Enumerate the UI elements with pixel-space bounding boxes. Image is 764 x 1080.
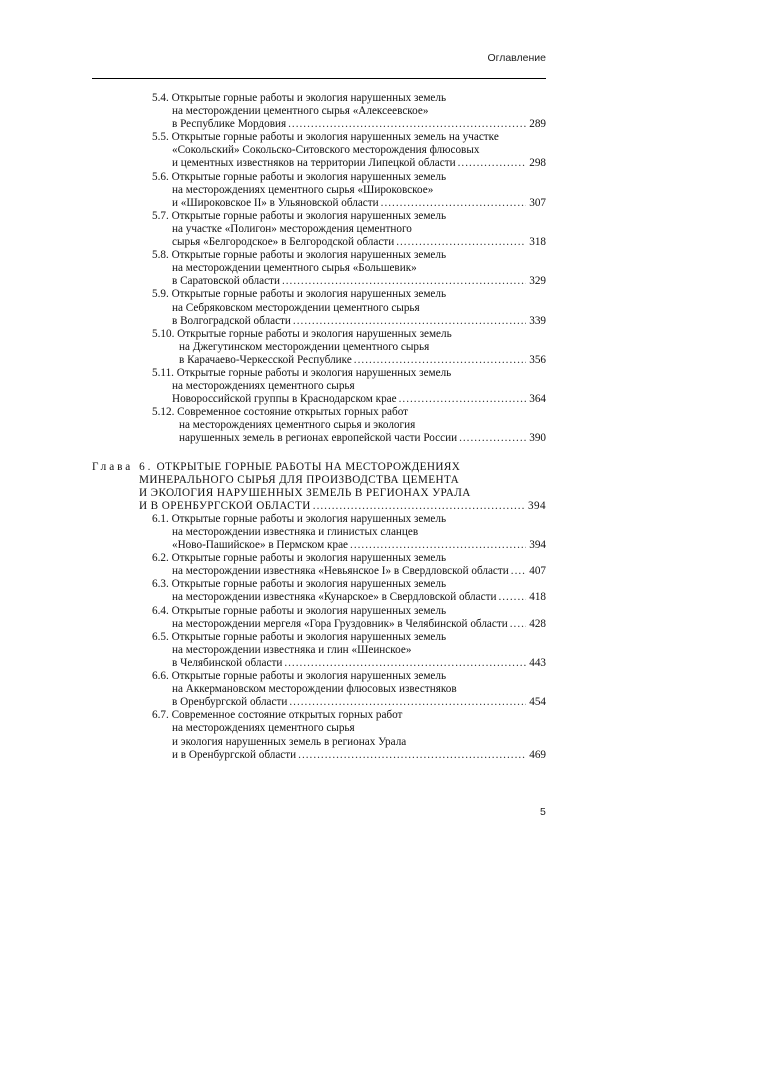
toc-entry-number: 5.10. xyxy=(152,327,175,340)
toc-entry-title: и экология нарушенных земель в регионах Урала xyxy=(172,735,407,748)
chapter-title: И ЭКОЛОГИЯ НАРУШЕННЫХ ЗЕМЕЛЬ В РЕГИОНАХ УРАЛА xyxy=(139,486,471,499)
toc-page-number: 318 xyxy=(529,236,546,249)
toc-entry-line xyxy=(92,171,546,184)
toc-page-number: 289 xyxy=(529,118,546,131)
toc-entry-title: Современное состояние открытых горных работ xyxy=(171,709,403,722)
dot-leader xyxy=(381,197,526,210)
toc-entry-number: 6.5. xyxy=(152,630,169,643)
toc-entry-line xyxy=(92,605,546,618)
toc-entry-title: «Ново-Пашийское» в Пермском крае xyxy=(172,539,349,552)
toc-page-number: 443 xyxy=(529,656,546,669)
chapter-line xyxy=(92,500,546,513)
dot-leader xyxy=(289,696,526,709)
toc-entry-line xyxy=(92,354,546,367)
chapter-line xyxy=(92,461,546,474)
toc-entry-number: 5.6. xyxy=(152,170,169,183)
toc-entry-line xyxy=(92,526,546,539)
toc-entry-line xyxy=(92,315,546,328)
toc-entry[interactable] xyxy=(92,328,546,367)
toc-entry-line xyxy=(92,184,546,197)
toc-entry-title: в Саратовской области xyxy=(172,275,280,288)
toc-entry-title: и «Широковское II» в Ульяновской области xyxy=(172,196,379,209)
toc-entry-line xyxy=(92,105,546,118)
dot-leader xyxy=(396,236,526,249)
toc-entry-title: Открытые горные работы и экология нарушенных земель xyxy=(171,552,447,565)
toc-entry-title: и в Оренбургской области xyxy=(172,748,297,761)
dot-leader xyxy=(511,565,526,578)
toc-entry-title: в Оренбургской области xyxy=(172,696,288,709)
toc-entry-line xyxy=(92,210,546,223)
toc-entry-title: Открытые горные работы и экология нарушенных земель xyxy=(171,249,447,262)
dot-leader xyxy=(459,432,526,445)
toc-entry-number: 6.6. xyxy=(152,670,169,683)
toc-entry-line xyxy=(92,722,546,735)
toc-entry-line xyxy=(92,631,546,644)
toc-entry[interactable] xyxy=(92,367,546,406)
toc-entry[interactable] xyxy=(92,578,546,604)
dot-leader xyxy=(288,118,526,131)
toc-page-number: 394 xyxy=(529,539,546,552)
toc-entry-line xyxy=(92,419,546,432)
toc-entry-title: на месторождении цементного сырья «Большевик» xyxy=(172,262,417,275)
toc-entry-title: на месторождениях цементного сырья и экология xyxy=(179,419,416,432)
toc-entry-title: Открытые горные работы и экология нарушенных земель xyxy=(171,670,447,683)
toc-page-number: 339 xyxy=(529,314,546,327)
toc-entry-line xyxy=(92,393,546,406)
toc-entry-line xyxy=(92,249,546,262)
dot-leader xyxy=(350,539,526,552)
dot-leader xyxy=(293,315,526,328)
chapter-line xyxy=(92,474,546,487)
toc-entry-line xyxy=(92,552,546,565)
toc-entry-line xyxy=(92,736,546,749)
toc-page-number: 394 xyxy=(528,499,546,512)
toc-entry-title: в Республике Мордовия xyxy=(172,118,287,131)
dot-leader xyxy=(284,657,526,670)
toc-entry-line xyxy=(92,302,546,315)
dot-leader xyxy=(313,500,526,513)
dot-leader xyxy=(298,749,526,762)
toc-entry-title: на участке «Полигон» месторождения цементного xyxy=(172,222,412,235)
toc-entry-title: на месторождении известняка и глин «Шеинское» xyxy=(172,643,412,656)
toc-entry-title: и цементных известняков на территории Липецкой области xyxy=(172,157,456,170)
toc-entry-title: на месторождении мергеля «Гора Груздовник» в Челябинской области xyxy=(172,617,508,630)
chapter-title: МИНЕРАЛЬНОГО СЫРЬЯ ДЛЯ ПРОИЗВОДСТВА ЦЕМЕНТА xyxy=(139,473,460,486)
toc-entry-number: 6.2. xyxy=(152,552,169,565)
toc-entry-line xyxy=(92,288,546,301)
dot-leader xyxy=(458,157,526,170)
toc-page-number: 298 xyxy=(529,157,546,170)
toc-entry-title: Открытые горные работы и экология нарушенных земель xyxy=(171,578,447,591)
chapter-title: ОТКРЫТЫЕ ГОРНЫЕ РАБОТЫ НА МЕСТОРОЖДЕНИЯХ xyxy=(156,460,461,473)
toc-entry-line xyxy=(92,223,546,236)
toc-entry-title: Открытые горные работы и экология нарушенных земель xyxy=(171,92,447,104)
toc-entry-title: в Карачаево-Черкесской Республике xyxy=(179,353,352,366)
toc-entry-line xyxy=(92,380,546,393)
toc-entry-line xyxy=(92,118,546,131)
toc-entry-line xyxy=(92,696,546,709)
toc-entry[interactable] xyxy=(92,249,546,288)
toc-page-number: 390 xyxy=(529,432,546,445)
toc-entry-number: 5.8. xyxy=(152,249,169,262)
toc-entry-title: на месторождениях цементного сырья «Широковское» xyxy=(172,183,434,196)
toc-entry-number: 6.4. xyxy=(152,604,169,617)
toc-entry-title: Открытые горные работы и экология нарушенных земель xyxy=(177,327,452,340)
toc-entry[interactable] xyxy=(92,131,546,170)
toc-entry-number: 6.3. xyxy=(152,578,169,591)
toc-entry-title: Новороссийской группы в Краснодарском крае xyxy=(172,393,397,406)
toc-entry-title: Открытые горные работы и экология нарушенных земель xyxy=(171,170,447,183)
toc-entry-line xyxy=(92,341,546,354)
chapter-title: И В ОРЕНБУРГСКОЙ ОБЛАСТИ xyxy=(139,499,311,512)
toc-entry-line xyxy=(92,657,546,670)
toc-page-number: 454 xyxy=(529,696,546,709)
toc-entry-line xyxy=(92,367,546,380)
toc-entry-number: 5.11. xyxy=(152,366,174,379)
toc-entry-title: «Сокольский» Сокольско-Ситовского месторождения флюсовых xyxy=(172,144,480,157)
toc-entry-title: на месторождениях цементного сырья xyxy=(172,380,355,393)
toc-entry[interactable] xyxy=(92,171,546,210)
toc-entry-number: 6.1. xyxy=(152,512,169,525)
toc-page-number: 418 xyxy=(529,591,546,604)
toc-entry-title: Открытые горные работы и экология нарушенных земель xyxy=(171,604,447,617)
dot-leader xyxy=(399,393,526,406)
toc-entry[interactable] xyxy=(92,670,546,709)
toc-entry-title: на Аккермановском месторождении флюсовых известняков xyxy=(172,683,457,696)
toc-entry-line xyxy=(92,578,546,591)
toc-entry-line xyxy=(92,275,546,288)
toc-entry-number: 6.7. xyxy=(152,709,169,722)
dot-leader xyxy=(354,354,526,367)
toc-page-number: 329 xyxy=(529,275,546,288)
toc-entry-number: 5.5. xyxy=(152,131,169,144)
toc-entry[interactable] xyxy=(92,210,546,249)
toc-entry-title: Открытые горные работы и экология нарушенных земель xyxy=(176,366,452,379)
toc-entry-title: Открытые горные работы и экология нарушенных земель на участке xyxy=(171,131,499,144)
toc-entry-title: сырья «Белгородское» в Белгородской области xyxy=(172,236,395,249)
toc-entry-line xyxy=(92,328,546,341)
toc-entry-line xyxy=(92,749,546,762)
toc-entry-title: Открытые горные работы и экология нарушенных земель xyxy=(171,288,447,301)
dot-leader xyxy=(510,618,526,631)
toc-entry-title: на месторождениях цементного сырья xyxy=(172,722,355,735)
toc-entry-title: Открытые горные работы и экология нарушенных земель xyxy=(171,209,447,222)
toc-entry-title: в Челябинской области xyxy=(172,656,283,669)
dot-leader xyxy=(498,591,526,604)
toc-entry[interactable] xyxy=(92,552,546,578)
toc-entry-line xyxy=(92,591,546,604)
toc-entry-title: нарушенных земель в регионах европейской части России xyxy=(179,432,458,445)
toc-entry[interactable] xyxy=(92,288,546,327)
chapter-heading[interactable] xyxy=(92,461,546,513)
toc-page-number: 364 xyxy=(529,393,546,406)
toc-entry-line xyxy=(92,432,546,445)
toc-entry-line xyxy=(92,131,546,144)
toc-entry-number: 5.12. xyxy=(152,406,175,419)
toc-entry-title: на месторождении цементного сырья «Алексеевское» xyxy=(172,105,429,118)
toc-entry-number: 5.9. xyxy=(152,288,169,301)
toc-entry-line xyxy=(92,565,546,578)
dot-leader xyxy=(282,275,526,288)
toc-entry-title: Открытые горные работы и экология нарушенных земель xyxy=(171,630,447,643)
toc-entry-line xyxy=(92,683,546,696)
table-of-contents xyxy=(92,92,546,762)
toc-entry[interactable] xyxy=(92,709,546,761)
toc-entry[interactable] xyxy=(92,406,546,445)
toc-entry-line xyxy=(92,513,546,526)
toc-entry-title: Открытые горные работы и экология нарушенных земель xyxy=(171,512,447,525)
toc-page-number: 407 xyxy=(529,565,546,578)
running-header: Оглавление xyxy=(487,52,546,64)
toc-entry[interactable] xyxy=(92,513,546,552)
toc-entry-line xyxy=(92,709,546,722)
toc-entry-line xyxy=(92,157,546,170)
toc-entry-line xyxy=(92,92,546,105)
toc-entry-line xyxy=(92,539,546,552)
toc-entry-line xyxy=(92,618,546,631)
toc-page-number: 307 xyxy=(529,196,546,209)
toc-page-number: 428 xyxy=(529,617,546,630)
toc-entry-number: 5.4. xyxy=(152,92,169,104)
page-number: 5 xyxy=(540,806,546,818)
toc-entry-line xyxy=(92,144,546,157)
toc-entry-title: на месторождении известняка и глинистых сланцев xyxy=(172,526,419,538)
toc-entry-line xyxy=(92,236,546,249)
toc-entry-number: 5.7. xyxy=(152,209,169,222)
toc-entry[interactable] xyxy=(92,92,546,131)
toc-entry-title: Современное состояние открытых горных работ xyxy=(177,406,409,419)
toc-entry-title: на месторождении известняка «Кунарское» в Свердловской области xyxy=(172,591,497,604)
toc-page-number: 356 xyxy=(529,353,546,366)
toc-entry-line xyxy=(92,197,546,210)
toc-entry-title: на Джегутинском месторождении цементного сырья xyxy=(179,340,430,353)
header-rule xyxy=(92,78,546,79)
chapter-line xyxy=(92,487,546,500)
toc-entry-line xyxy=(92,670,546,683)
toc-entry-line xyxy=(92,644,546,657)
toc-entry-title: на месторождении известняка «Невьянское I» в Свердловской области xyxy=(172,565,509,578)
toc-entry-line xyxy=(92,262,546,275)
chapter-label: Глава 6. xyxy=(92,460,154,473)
toc-entry-title: в Волгоградской области xyxy=(172,314,291,327)
toc-entry-title: на Себряковском месторождении цементного сырья xyxy=(172,301,420,314)
toc-page-number: 469 xyxy=(529,748,546,761)
toc-entry[interactable] xyxy=(92,631,546,670)
toc-entry-line xyxy=(92,406,546,419)
toc-entry[interactable] xyxy=(92,605,546,631)
